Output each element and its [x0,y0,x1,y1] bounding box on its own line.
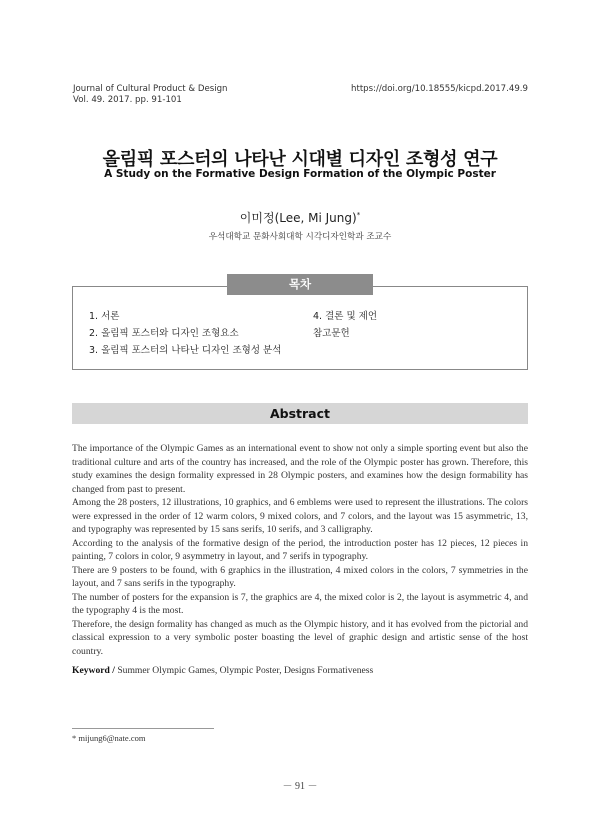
abstract-paragraph: There are 9 posters to be found, with 6 graphics in the illustration, 4 mixed colors in the colors, 7 symmetries in the layout, and 7 sans serifs in the typography. [72,564,528,589]
author-footnote-mark: * [356,211,361,219]
abstract-heading: Abstract [72,403,528,424]
toc-item: 참고문헌 [313,328,350,339]
toc-item: 2. 올림픽 포스터와 디자인 조형요소 [89,328,239,339]
footnote-divider [72,728,214,729]
author-affiliation: 우석대학교 문화사회대학 시각디자인학과 조교수 [208,232,392,242]
journal-volume: Vol. 49. 2017. pp. 91-101 [73,95,182,105]
toc-item: 3. 올림픽 포스터의 나타난 디자인 조형성 분석 [89,345,282,356]
paper-title-korean: 올림픽 포스터의 나타난 시대별 디자인 조형성 연구 [102,149,498,170]
abstract-body [72,442,528,658]
abstract-paragraph: The importance of the Olympic Games as an international event to show not only a simple sporting event but also the traditional culture and arts of the country has increased, and the role of the Olympic poster has grown. Therefore, this study examines the design formality expressed in 28 Olympic posters, and examines how the design formability has changed from past to present. [72,443,528,495]
journal-header [73,84,228,106]
journal-name: Journal of Cultural Product & Design [73,84,228,94]
keyword-text: Summer Olympic Games, Olympic Poster, Designs Formativeness [117,665,374,676]
author-name [0,209,600,226]
keywords [72,665,528,676]
page-number: － 91 － [282,781,318,792]
paper-title-english: A Study on the Formative Design Formation of the Olympic Poster [104,168,496,180]
keyword-label: Keyword / [72,665,115,676]
abstract-paragraph: Therefore, the design formality has changed as much as the Olympic history, and it has evolved from the pictorial and classical expression to a very symbolic poster boasting the level of graphic design and artistic sense of the host country. [72,618,528,657]
footnote [72,733,145,743]
abstract-paragraph: Among the 28 posters, 12 illustrations, 10 graphics, and 6 emblems were used to represent the illustrations. The colors were expressed in the order of 12 warm colors, 9 mixed colors, and 7 colors, and the layout was 15 asymmetric, 13, and typography was represented by 15 sans serifs, 10 serifs, and 3 calligraphy. [72,497,528,535]
toc-item: 1. 서론 [89,311,120,322]
author-text: 이미정(Lee, Mi Jung) [239,211,357,225]
footnote-email[interactable]: mijung6@nate.com [78,733,146,743]
toc-heading: 목차 [227,274,373,295]
abstract-paragraph: The number of posters for the expansion is 7, the graphics are 4, the mixed color is 2, the layout is asymmetric 4, and the typography 4 is the most. [72,591,528,616]
abstract-paragraph: According to the analysis of the formative design of the period, the introduction poster has 12 pieces, 12 pieces in painting, 7 colors in color, 9 asymmetry in layout, and 7 serifs in typography. [72,537,528,562]
doi-link[interactable]: https://doi.org/10.18555/kicpd.2017.49.9 [351,84,528,94]
footnote-mark: * [72,733,77,743]
toc-item: 4. 결론 및 제언 [313,311,378,322]
